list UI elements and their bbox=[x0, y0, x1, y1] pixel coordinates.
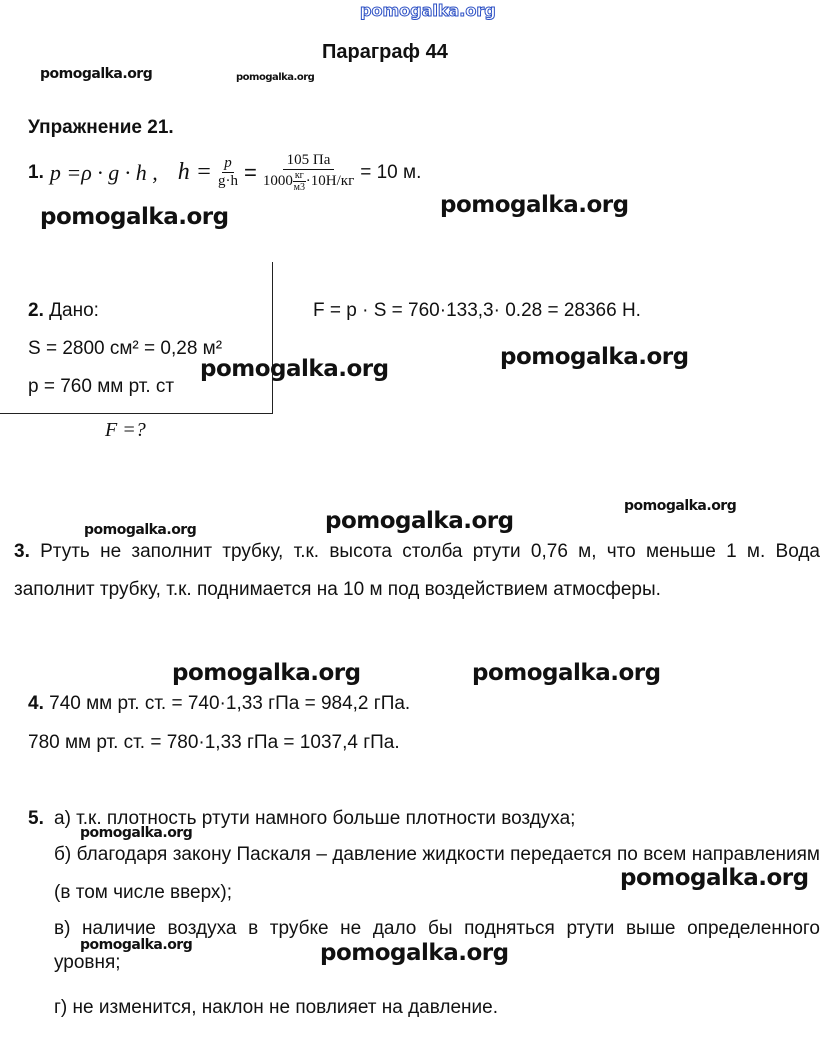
given-p: p = 760 мм рт. ст bbox=[28, 376, 175, 397]
result: = 10 м. bbox=[360, 161, 422, 183]
equals: = bbox=[243, 159, 257, 185]
task-3: 3. Ртуть не заполнит трубку, т.к. высота столба ртути 0,76 м, что меньше 1 м. Вода заполнит трубку, т.к. поднимается на 10 м под воздействием атмосферы. bbox=[14, 541, 820, 600]
watermark: pomogalka.org bbox=[624, 498, 737, 514]
fraction: 105 Па 1000 $\frac{кг}{м3}$ ·10Н/кг bbox=[262, 152, 355, 193]
task-number: 1. bbox=[28, 161, 44, 183]
task-4-line-2: 780 мм рт. ст. = 780·1,33 гПа = 1037,4 гПа. bbox=[28, 732, 400, 753]
fraction: $\frac{p}{g\cdot h}$ bbox=[217, 155, 238, 189]
find: F =? bbox=[105, 419, 146, 441]
watermark: pomogalka.org bbox=[40, 204, 229, 230]
watermark: pomogalka.org bbox=[325, 508, 514, 534]
watermark: pomogalka.org bbox=[40, 66, 153, 82]
watermark: pomogalka.org bbox=[80, 937, 193, 953]
watermark: pomogalka.org bbox=[236, 72, 315, 83]
given-label: 2. Дано: bbox=[28, 300, 99, 321]
divider bbox=[272, 262, 273, 414]
watermark: pomogalka.org bbox=[80, 825, 193, 841]
task-1 bbox=[28, 152, 421, 193]
task-5-g: г) не изменится, наклон не повлияет на давление. bbox=[54, 997, 499, 1018]
given-s: S = 2800 см² = 0,28 м² bbox=[28, 338, 223, 359]
watermark: pomogalka.org bbox=[320, 940, 509, 966]
task-number: 5. bbox=[28, 808, 44, 829]
watermark: pomogalka.org bbox=[472, 660, 661, 686]
watermark: pomogalka.org bbox=[500, 344, 689, 370]
exercise-heading: Упражнение 21. bbox=[28, 117, 174, 138]
formula: h = bbox=[177, 159, 212, 185]
divider bbox=[0, 413, 273, 414]
watermark: pomogalka.org bbox=[620, 865, 809, 891]
watermark-top: pomogalka.org bbox=[360, 1, 496, 20]
task-5-v: в) наличие воздуха в трубке не дало бы подняться ртути выше определенного уровня; bbox=[54, 918, 820, 973]
watermark: pomogalka.org bbox=[84, 522, 197, 538]
watermark: pomogalka.org bbox=[200, 356, 389, 382]
formula: p =ρ · g · h , bbox=[49, 159, 158, 185]
watermark: pomogalka.org bbox=[172, 660, 361, 686]
task-5-b: б) благодаря закону Паскаля – давление жидкости передается по всем направлениям (в том числе вверх); bbox=[54, 844, 820, 903]
task-5-a: а) т.к. плотность ртути намного больше плотности воздуха; bbox=[54, 808, 576, 829]
solution: F = p · S = 760·133,3· 0.28 = 28366 Н. bbox=[313, 300, 641, 321]
page-title: Параграф 44 bbox=[322, 41, 448, 63]
watermark: pomogalka.org bbox=[440, 192, 629, 218]
task-4-line-1: 4. 740 мм рт. ст. = 740·1,33 гПа = 984,2 гПа. bbox=[28, 693, 411, 714]
